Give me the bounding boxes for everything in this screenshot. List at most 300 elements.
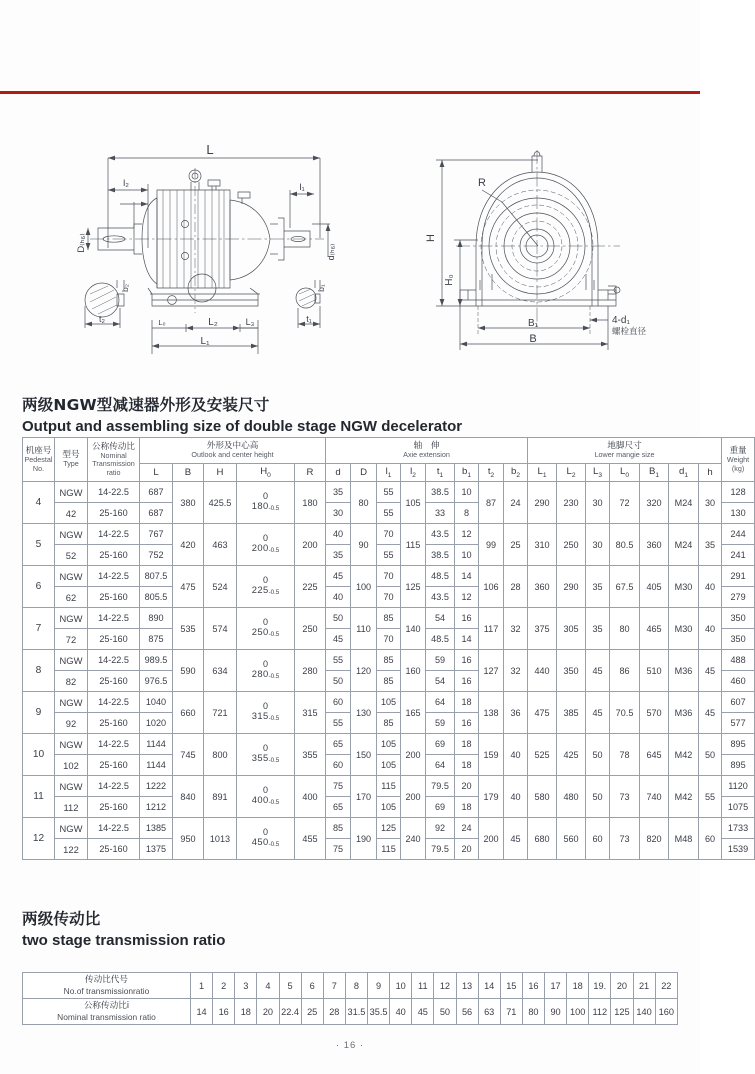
cell-b1-top: 24 <box>455 818 479 839</box>
cell-D: 190 <box>351 818 377 860</box>
cell-l1-top: 70 <box>377 524 401 545</box>
cell-weight-top: 1733 <box>722 818 755 839</box>
cell-t1-top: 69 <box>426 734 455 755</box>
symhdr-d1: $d_1$ <box>669 464 699 482</box>
dim-label-R: R <box>478 177 486 189</box>
ratio-code-cell: 6 <box>301 973 323 999</box>
symhdr-R: R <box>295 464 326 482</box>
cell-D: 110 <box>351 608 377 650</box>
ratio-value-cell: 18 <box>235 999 257 1025</box>
cell-B: 590 <box>173 650 204 692</box>
cell-b1-top: 18 <box>455 734 479 755</box>
header-axie-en: Axie extension <box>403 450 450 460</box>
header-pedestal-en1: Pedestal <box>24 455 53 465</box>
dim-label-l1: l₁ <box>299 182 305 193</box>
cell-B: 535 <box>173 608 204 650</box>
ratio-code-cell: 16 <box>522 973 544 999</box>
cell-l1-top: 85 <box>377 650 401 671</box>
symhdr-t1: $t_1$ <box>426 464 455 482</box>
cell-R: 400 <box>295 776 326 818</box>
cell-R: 280 <box>295 650 326 692</box>
cell-t1-bot: 79.5 <box>426 839 455 860</box>
cell-H0: 0 250-0.5 <box>237 608 295 650</box>
cell-l1-bot: 55 <box>377 545 401 566</box>
symhdr-L1: $L_1$ <box>528 464 557 482</box>
symhdr-B: B <box>173 464 204 482</box>
cell-L-bot: 976.5 <box>140 671 173 692</box>
cell-L-bot: 805.5 <box>140 587 173 608</box>
cell-d-bot: 30 <box>326 503 351 524</box>
cell-b2: 24 <box>504 482 528 524</box>
cell-b1-bot: 18 <box>455 755 479 776</box>
cell-d-bot: 45 <box>326 629 351 650</box>
ratio-code-label: 传动比代号 No.of transmissionratio <box>23 973 191 999</box>
dim-label-t2: t₂ <box>99 314 105 324</box>
cell-b1-top: 16 <box>455 650 479 671</box>
ratio-value-cell: 125 <box>611 999 633 1025</box>
cell-t1-bot: 48.5 <box>426 629 455 650</box>
cell-t1-top: 92 <box>426 818 455 839</box>
header-type <box>55 438 88 482</box>
table-row <box>23 650 755 671</box>
cell-h: 35 <box>699 524 722 566</box>
symhdr-t2: $t_2$ <box>479 464 504 482</box>
cell-weight-bot: 895 <box>722 755 755 776</box>
cell-L2: 350 <box>557 650 586 692</box>
cell-t1-top: 48.5 <box>426 566 455 587</box>
symhdr-L0: $L_0$ <box>610 464 640 482</box>
ratio-value-cell: 50 <box>434 999 456 1025</box>
cell-pedestal-no: 6 <box>23 566 55 608</box>
ratio-code-cell: 8 <box>345 973 367 999</box>
cell-type-top: NGW <box>55 608 88 629</box>
cell-d-bot: 35 <box>326 545 351 566</box>
cell-ratio-bot: 25-160 <box>88 629 140 650</box>
cell-L-top: 989.5 <box>140 650 173 671</box>
header-pedestal-no <box>23 438 55 482</box>
ratio-value-cell: 22.4 <box>279 999 301 1025</box>
cell-B1: 405 <box>640 566 669 608</box>
cell-d1: M30 <box>669 566 699 608</box>
ratio-value-cell: 63 <box>478 999 500 1025</box>
cell-B: 380 <box>173 482 204 524</box>
ratio-code-cell: 22 <box>655 973 677 999</box>
cell-B: 660 <box>173 692 204 734</box>
symhdr-H0: $H_0$ <box>237 464 295 482</box>
dim-label-b2: b₂ <box>120 283 130 293</box>
cell-l1-bot: 55 <box>377 503 401 524</box>
cell-B: 475 <box>173 566 204 608</box>
cell-d1: M30 <box>669 608 699 650</box>
cell-D: 120 <box>351 650 377 692</box>
cell-l2: 140 <box>401 608 426 650</box>
cell-L3: 45 <box>586 650 610 692</box>
cell-t1-top: 64 <box>426 692 455 713</box>
dim-label-t1: t₁ <box>306 314 312 324</box>
ratio-value-cell: 35.5 <box>368 999 390 1025</box>
cell-type-bot: 52 <box>55 545 88 566</box>
cell-t2: 87 <box>479 482 504 524</box>
cell-B1: 320 <box>640 482 669 524</box>
table-row <box>23 692 755 713</box>
header-outlook-en: Outlook and center height <box>191 450 274 460</box>
symhdr-L2: $L_2$ <box>557 464 586 482</box>
header-ratio-en3: ratio <box>106 467 121 477</box>
cell-d-bot: 50 <box>326 671 351 692</box>
ratio-code-cell: 7 <box>323 973 345 999</box>
cell-ratio-bot: 25-160 <box>88 755 140 776</box>
cell-ratio-top: 14-22.5 <box>88 608 140 629</box>
cell-t1-bot: 54 <box>426 671 455 692</box>
cell-L-top: 1222 <box>140 776 173 797</box>
cell-weight-top: 244 <box>722 524 755 545</box>
cell-H: 800 <box>204 734 237 776</box>
cell-type-bot: 62 <box>55 587 88 608</box>
cell-pedestal-no: 7 <box>23 608 55 650</box>
cell-l1-bot: 70 <box>377 629 401 650</box>
cell-b2: 32 <box>504 608 528 650</box>
cell-L-bot: 687 <box>140 503 173 524</box>
cell-b2: 45 <box>504 818 528 860</box>
ratio-value-cell: 160 <box>655 999 677 1025</box>
cell-L-bot: 1020 <box>140 713 173 734</box>
cell-ratio-top: 14-22.5 <box>88 524 140 545</box>
cell-h: 40 <box>699 608 722 650</box>
cell-H0: 0 225-0.5 <box>237 566 295 608</box>
table-row <box>23 734 755 755</box>
cell-B1: 645 <box>640 734 669 776</box>
header-group-outlook <box>140 438 326 464</box>
ratio-value-cell: 28 <box>323 999 345 1025</box>
cell-type-top: NGW <box>55 566 88 587</box>
cell-l2: 125 <box>401 566 426 608</box>
cell-weight-top: 1120 <box>722 776 755 797</box>
cell-R: 355 <box>295 734 326 776</box>
cell-l2: 240 <box>401 818 426 860</box>
dim-label-D: D₍ₕ₆₎ <box>76 233 87 253</box>
cell-d1: M36 <box>669 692 699 734</box>
cell-b1-bot: 18 <box>455 797 479 818</box>
header-lower-cn: 地脚尺寸 <box>607 441 642 452</box>
cell-B: 950 <box>173 818 204 860</box>
main-section-heading <box>22 396 462 437</box>
dim-label-L: L <box>206 142 214 157</box>
cell-t2: 179 <box>479 776 504 818</box>
cell-l2: 200 <box>401 776 426 818</box>
cell-b2: 28 <box>504 566 528 608</box>
cell-ratio-bot: 25-160 <box>88 713 140 734</box>
cell-L-top: 687 <box>140 482 173 503</box>
cell-h: 50 <box>699 734 722 776</box>
cell-B1: 360 <box>640 524 669 566</box>
cell-L3: 50 <box>586 776 610 818</box>
cell-H0: 0 355-0.5 <box>237 734 295 776</box>
cell-h: 60 <box>699 818 722 860</box>
ratio-heading-en: two stage transmission ratio <box>22 932 226 950</box>
cell-weight-top: 607 <box>722 692 755 713</box>
cell-D: 100 <box>351 566 377 608</box>
ratio-code-row <box>23 973 678 999</box>
cell-D: 130 <box>351 692 377 734</box>
cell-t2: 200 <box>479 818 504 860</box>
cell-l1-bot: 115 <box>377 839 401 860</box>
dim-label-L1: L₁ <box>200 336 210 347</box>
cell-L-top: 1144 <box>140 734 173 755</box>
ratio-code-cell: 1 <box>191 973 213 999</box>
cell-t2: 138 <box>479 692 504 734</box>
cell-weight-bot: 350 <box>722 629 755 650</box>
cell-D: 150 <box>351 734 377 776</box>
cell-pedestal-no: 8 <box>23 650 55 692</box>
cell-l1-top: 105 <box>377 734 401 755</box>
cell-L1: 475 <box>528 692 557 734</box>
cell-l1-top: 55 <box>377 482 401 503</box>
cell-l2: 200 <box>401 734 426 776</box>
cell-t2: 117 <box>479 608 504 650</box>
ratio-value-cell: 71 <box>500 999 522 1025</box>
top-red-rule <box>0 91 700 94</box>
table-row <box>23 818 755 839</box>
header-axie-cn: 轴 伸 <box>413 441 440 452</box>
symhdr-l2: $l_2$ <box>401 464 426 482</box>
ratio-code-cell: 12 <box>434 973 456 999</box>
side-view-drawing <box>62 128 392 368</box>
header-type-en: Type <box>63 459 79 469</box>
cell-weight-top: 291 <box>722 566 755 587</box>
cell-b2: 25 <box>504 524 528 566</box>
cell-ratio-top: 14-22.5 <box>88 734 140 755</box>
table-row <box>23 524 755 545</box>
cell-d1: M48 <box>669 818 699 860</box>
cell-L3: 35 <box>586 566 610 608</box>
symhdr-D: D <box>351 464 377 482</box>
cell-h: 55 <box>699 776 722 818</box>
cell-D: 90 <box>351 524 377 566</box>
cell-L2: 250 <box>557 524 586 566</box>
cell-type-bot: 122 <box>55 839 88 860</box>
cell-t1-top: 59 <box>426 650 455 671</box>
cell-H: 721 <box>204 692 237 734</box>
cell-d-bot: 40 <box>326 587 351 608</box>
cell-type-top: NGW <box>55 818 88 839</box>
cell-type-top: NGW <box>55 734 88 755</box>
ratio-value-cell: 100 <box>567 999 589 1025</box>
cell-h: 45 <box>699 650 722 692</box>
ratio-value-cell: 14 <box>191 999 213 1025</box>
cell-type-bot: 82 <box>55 671 88 692</box>
cell-R: 180 <box>295 482 326 524</box>
cell-type-top: NGW <box>55 776 88 797</box>
cell-l2: 115 <box>401 524 426 566</box>
cell-ratio-bot: 25-160 <box>88 503 140 524</box>
ratio-code-cell: 18 <box>567 973 589 999</box>
cell-L-bot: 1375 <box>140 839 173 860</box>
cell-type-bot: 112 <box>55 797 88 818</box>
cell-l1-bot: 70 <box>377 587 401 608</box>
cell-B1: 820 <box>640 818 669 860</box>
cell-t2: 106 <box>479 566 504 608</box>
cell-type-bot: 92 <box>55 713 88 734</box>
cell-L0: 67.5 <box>610 566 640 608</box>
cell-L1: 440 <box>528 650 557 692</box>
cell-l1-top: 115 <box>377 776 401 797</box>
cell-type-top: NGW <box>55 692 88 713</box>
ratio-value-cell: 112 <box>589 999 611 1025</box>
cell-L2: 230 <box>557 482 586 524</box>
cell-L2: 385 <box>557 692 586 734</box>
ratio-value-cell: 20 <box>257 999 279 1025</box>
cell-B: 420 <box>173 524 204 566</box>
cell-H: 524 <box>204 566 237 608</box>
cell-b1-bot: 10 <box>455 545 479 566</box>
cell-ratio-bot: 25-160 <box>88 587 140 608</box>
cell-L0: 78 <box>610 734 640 776</box>
symhdr-l1: $l_1$ <box>377 464 401 482</box>
cell-pedestal-no: 12 <box>23 818 55 860</box>
dim-label-B: B <box>529 333 537 345</box>
cell-b1-top: 20 <box>455 776 479 797</box>
cell-L-bot: 1212 <box>140 797 173 818</box>
transmission-ratio-table <box>22 972 678 1025</box>
cell-weight-bot: 130 <box>722 503 755 524</box>
cell-d1: M24 <box>669 482 699 524</box>
cell-ratio-top: 14-22.5 <box>88 566 140 587</box>
cell-L2: 480 <box>557 776 586 818</box>
cell-d-top: 65 <box>326 734 351 755</box>
table-row <box>23 776 755 797</box>
cell-R: 455 <box>295 818 326 860</box>
dim-label-L0: L₀ <box>158 318 166 327</box>
cell-b2: 32 <box>504 650 528 692</box>
header-lower-en: Lower mangie size <box>594 450 655 460</box>
cell-d-top: 35 <box>326 482 351 503</box>
ratio-heading-cn: 两级传动比 <box>22 910 101 928</box>
ratio-code-cell: 11 <box>412 973 434 999</box>
cell-d1: M42 <box>669 734 699 776</box>
end-view-drawing <box>420 128 670 368</box>
ratio-code-cell: 14 <box>478 973 500 999</box>
cell-t1-bot: 69 <box>426 797 455 818</box>
cell-type-bot: 102 <box>55 755 88 776</box>
cell-l2: 160 <box>401 650 426 692</box>
ratio-value-cell: 25 <box>301 999 323 1025</box>
cell-D: 80 <box>351 482 377 524</box>
cell-L3: 30 <box>586 524 610 566</box>
cell-L2: 425 <box>557 734 586 776</box>
cell-H0: 0 315-0.5 <box>237 692 295 734</box>
cell-pedestal-no: 4 <box>23 482 55 524</box>
cell-d-bot: 60 <box>326 755 351 776</box>
cell-t1-bot: 59 <box>426 713 455 734</box>
cell-L0: 72 <box>610 482 640 524</box>
cell-d-bot: 75 <box>326 839 351 860</box>
cell-weight-bot: 1075 <box>722 797 755 818</box>
cell-L-top: 890 <box>140 608 173 629</box>
cell-L1: 580 <box>528 776 557 818</box>
ratio-section-heading <box>22 910 225 951</box>
cell-l1-top: 85 <box>377 608 401 629</box>
cell-L-top: 1040 <box>140 692 173 713</box>
cell-l1-top: 105 <box>377 692 401 713</box>
cell-D: 170 <box>351 776 377 818</box>
ratio-code-cell: 9 <box>368 973 390 999</box>
cell-L0: 80 <box>610 608 640 650</box>
specification-table <box>22 437 755 860</box>
cell-d-top: 75 <box>326 776 351 797</box>
cell-weight-top: 128 <box>722 482 755 503</box>
cell-L1: 290 <box>528 482 557 524</box>
header-ratio-en2: Transmission <box>92 459 135 469</box>
header-group-lower <box>528 438 722 464</box>
cell-l1-top: 70 <box>377 566 401 587</box>
cell-weight-top: 895 <box>722 734 755 755</box>
cell-L3: 50 <box>586 734 610 776</box>
cell-type-bot: 42 <box>55 503 88 524</box>
cell-L2: 305 <box>557 608 586 650</box>
cell-pedestal-no: 10 <box>23 734 55 776</box>
dim-label-bolt-diameter-cn: 螺栓直径 <box>612 327 647 337</box>
header-group-axie <box>326 438 528 464</box>
header-nominal-ratio <box>88 438 140 482</box>
cell-L2: 560 <box>557 818 586 860</box>
cell-d-bot: 55 <box>326 713 351 734</box>
page-number: · 16 · <box>335 1040 365 1051</box>
cell-weight-bot: 1539 <box>722 839 755 860</box>
cell-L-top: 767 <box>140 524 173 545</box>
cell-type-top: NGW <box>55 650 88 671</box>
cell-L3: 45 <box>586 692 610 734</box>
cell-L0: 73 <box>610 818 640 860</box>
ratio-code-cell: 3 <box>235 973 257 999</box>
cell-h: 30 <box>699 482 722 524</box>
cell-ratio-bot: 25-160 <box>88 545 140 566</box>
symhdr-b2: $b_2$ <box>504 464 528 482</box>
cell-b1-bot: 16 <box>455 713 479 734</box>
dim-label-B1: B₁ <box>527 318 539 329</box>
cell-type-bot: 72 <box>55 629 88 650</box>
cell-L2: 290 <box>557 566 586 608</box>
dim-label-L2: L₂ <box>208 317 218 328</box>
cell-H: 1013 <box>204 818 237 860</box>
cell-weight-bot: 460 <box>722 671 755 692</box>
cell-L0: 70.5 <box>610 692 640 734</box>
ratio-value-cell: 45 <box>412 999 434 1025</box>
cell-d-top: 40 <box>326 524 351 545</box>
main-heading-cn: 两级NGW型减速器外形及安装尺寸 <box>22 396 270 414</box>
ratio-code-cell: 10 <box>390 973 412 999</box>
cell-L-top: 807.5 <box>140 566 173 587</box>
cell-B1: 465 <box>640 608 669 650</box>
ratio-value-cell: 31.5 <box>345 999 367 1025</box>
header-weight-en2: (kg) <box>731 463 745 473</box>
table-row <box>23 482 755 503</box>
symhdr-h: h <box>699 464 722 482</box>
cell-t2: 159 <box>479 734 504 776</box>
cell-d-bot: 65 <box>326 797 351 818</box>
symhdr-d: d <box>326 464 351 482</box>
cell-t1-top: 43.5 <box>426 524 455 545</box>
cell-L0: 86 <box>610 650 640 692</box>
header-weight-en1: Weight <box>726 455 750 465</box>
ratio-code-cell: 19. <box>589 973 611 999</box>
dim-label-4-d1: 4-d₁ <box>612 315 630 326</box>
symhdr-L3: $L_3$ <box>586 464 610 482</box>
cell-l1-top: 125 <box>377 818 401 839</box>
cell-t2: 127 <box>479 650 504 692</box>
cell-H0: 0 280-0.5 <box>237 650 295 692</box>
cell-L3: 30 <box>586 482 610 524</box>
cell-L0: 80.5 <box>610 524 640 566</box>
